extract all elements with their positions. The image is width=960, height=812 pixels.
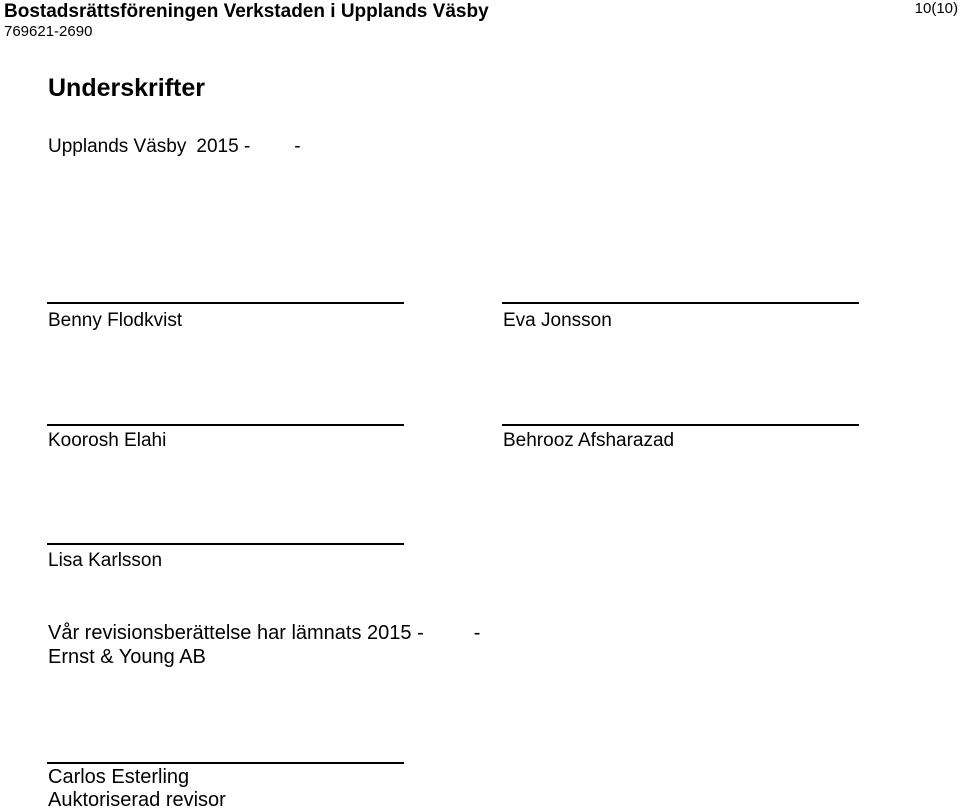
audit-firm: Ernst & Young AB: [48, 646, 206, 668]
signatory-name: Benny Flodkvist: [48, 310, 183, 331]
signature-line: [47, 543, 404, 545]
audit-statement: [48, 622, 480, 645]
date-dash-1: -: [243, 136, 251, 157]
organization-name: Bostadsrättsföreningen Verkstaden i Upplands Väsby: [4, 1, 489, 22]
signatory-name: Behrooz Afsharazad: [503, 430, 675, 451]
signature-line: [47, 762, 404, 764]
audit-dash-2: -: [473, 622, 481, 644]
year: 2015: [196, 136, 239, 157]
auditor-name: Carlos Esterling: [48, 766, 190, 788]
signature-line: [502, 424, 859, 426]
signature-line: [47, 424, 404, 426]
signature-line: [502, 302, 859, 304]
place: Upplands Väsby: [48, 136, 187, 157]
place-date: [48, 136, 301, 158]
signature-line: [47, 302, 404, 304]
signatory-name: Koorosh Elahi: [48, 430, 167, 451]
organization-number: 769621-2690: [4, 23, 93, 40]
page-number: 10(10): [914, 0, 958, 17]
auditor-title: Auktoriserad revisor: [48, 789, 226, 811]
signatory-name: Lisa Karlsson: [48, 550, 163, 571]
date-dash-2: -: [294, 136, 301, 157]
audit-statement-text: Vår revisionsberättelse har lämnats 2015: [48, 622, 412, 644]
signatory-name: Eva Jonsson: [503, 310, 612, 331]
page-title: Underskrifter: [48, 74, 205, 102]
audit-dash-1: -: [417, 622, 424, 644]
